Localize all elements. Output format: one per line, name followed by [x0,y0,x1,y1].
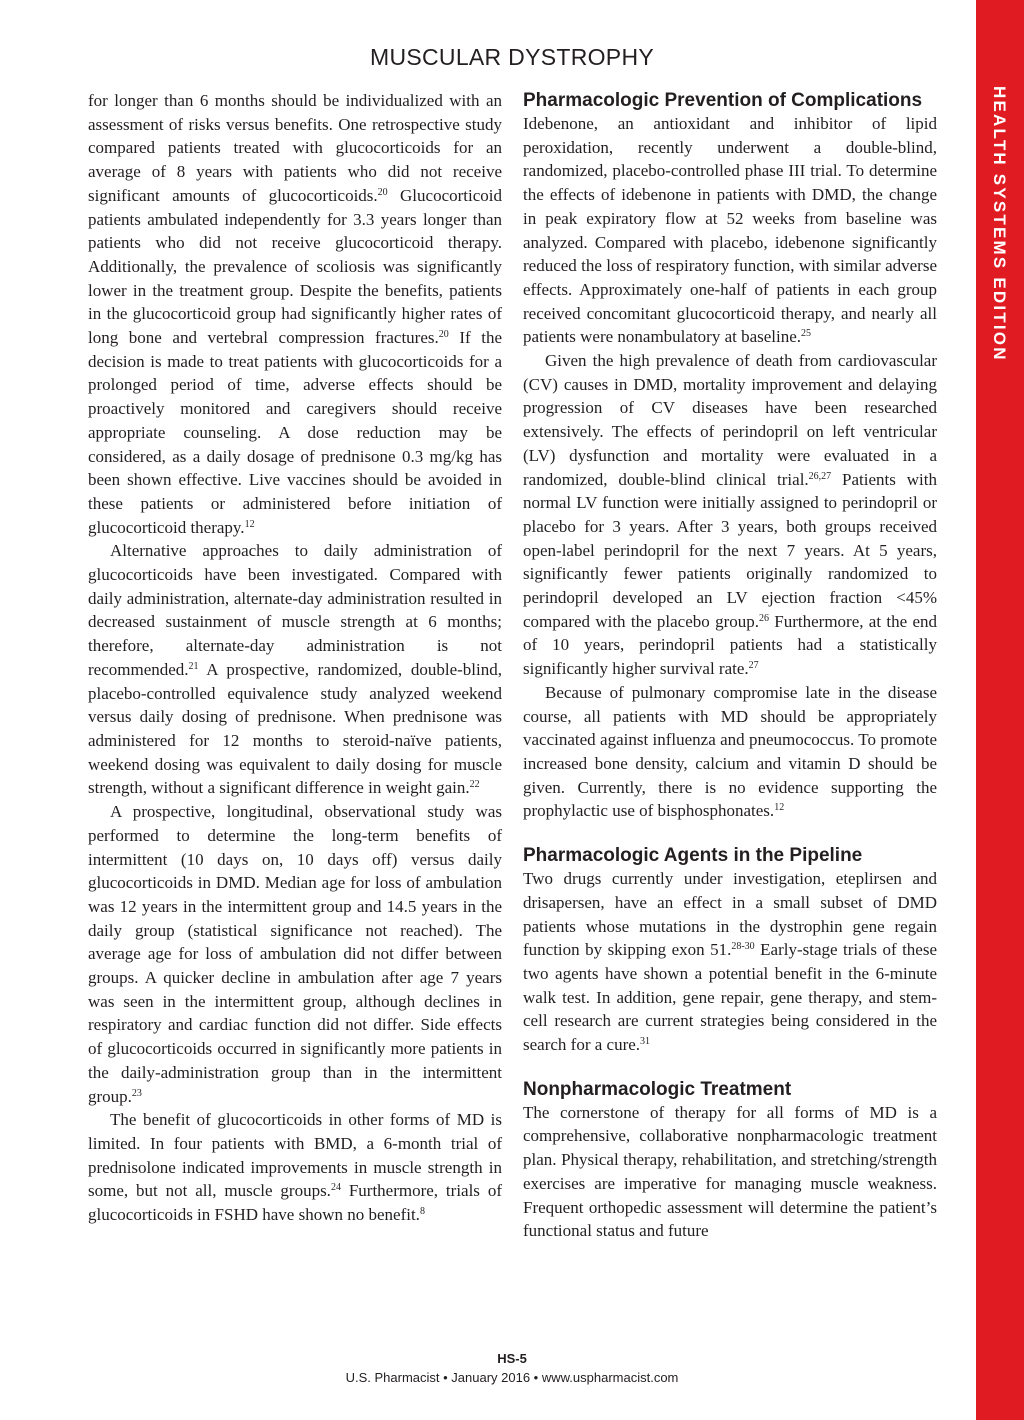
body-paragraph: for longer than 6 months should be individualized with an assessment of risks versus benefits. One retrospective study compared patients treated with glucocorticoids for an average of 8 years with patients who did not receive significant amounts of glucocorticoids.$^{20}$ Glucocorticoid patients ambulated independently for 3.3 years longer than patients who did not receive glucocorticoid therapy. Additionally, the prevalence of scoliosis was significantly lower in the treatment group. Despite the benefits, patients in the glucocorticoid group had significantly higher rates of long bone and vertebral compression fractures.$^{20}$ If the decision is made to treat patients with glucocorticoids for a prolonged period of time, adverse effects should be proactively monitored and caregivers should receive appropriate counseling. A dose reduction may be considered, as a daily dosage of prednisone 0.3 mg/kg has been shown effective. Live vaccines should be avoided in these patients or administered before initiation of glucocorticoid therapy.$^{12}$ [88,91,502,537]
right-column [523,89,937,1243]
reference-marker: 24 [330,1182,341,1194]
body-paragraph: Idebenone, an antioxidant and inhibitor of lipid peroxidation, recently underwent a double-blind, randomized, placebo-controlled phase III trial. To determine the effects of idebenone in patients with DMD, the change in peak expiratory flow at 52 weeks from baseline was analyzed. Compared with placebo, idebenone significantly reduced the loss of respiratory function, with similar adverse effects. Approximately one-half of patients in each group received concomitant glucocorticoid therapy, and nearly all patients were nonambulatory at baseline.$^{25}$ [523,114,937,347]
reference-marker: 23 [131,1087,142,1099]
reference-marker: 25 [801,328,812,340]
reference-marker: 22 [469,779,480,791]
body-paragraph: Alternative approaches to daily administration of glucocorticoids have been investigated. Compared with daily administration, alternate-day administration resulted in decreased sustainment of muscle strength at 6 months; therefore, alternate-day administration is not recommended.$^{21}$ A prospective, randomized, double-blind, placebo-controlled equivalence study analyzed weekend versus daily dosing of prednisone. When prednisone was administered for 12 months to steroid-naïve patients, weekend dosing was equivalent to daily dosing for muscle strength, without a significant difference in weight gain.$^{22}$ [88,541,502,798]
reference-marker: 12 [244,518,255,530]
reference-marker: 8 [419,1206,425,1218]
reference-marker: 27 [748,660,759,672]
body-paragraph: Because of pulmonary compromise late in the disease course, all patients with MD should be appropriately vaccinated against influenza and pneumococcus. To promote increased bone density, calcium and vitamin D should be given. Currently, there is no evidence supporting the prophylactic use of bisphosphonates.$^{12}$ [523,682,937,821]
reference-marker: 28-30 [731,941,755,953]
reference-marker: 12 [774,802,785,814]
reference-marker: 20 [438,329,449,341]
section-heading: Pharmacologic Agents in the Pipeline [523,845,863,867]
side-band [976,0,1024,1420]
reference-marker: 26 [758,612,769,624]
section-heading: Nonpharmacologic Treatment [523,1078,792,1100]
body-paragraph: The cornerstone of therapy for all forms of MD is a comprehensive, collaborative nonpharmacologic treatment plan. Physical therapy, rehabilitation, and stretching/strength exercises are imperative for managing muscle weakness. Frequent orthopedic assessment will determine the patient’s functional status and future [523,1102,937,1241]
reference-marker: 20 [377,186,388,198]
left-column [88,89,502,1227]
body-paragraph: A prospective, longitudinal, observational study was performed to determine the long-term benefits of intermittent (10 days on, 10 days off) versus daily glucocorticoids in DMD. Median age for loss of ambulation was 12 years in the intermittent group and 14.5 years in the daily group (statistical significance not reached). The average age for loss of ambulation did not differ between groups. A quicker decline in ambulation after age 7 years was seen in the intermittent group, although declines in respiratory and cardiac function did not differ. Side effects of glucocorticoids occurred in significantly more patients in the daily-administration group than in the intermittent group.$^{23}$ [88,802,502,1106]
page-number: HS-5 [497,1351,527,1366]
reference-marker: 26,27 [808,470,832,482]
body-paragraph: Given the high prevalence of death from cardiovascular (CV) causes in DMD, mortality improvement and delaying progression of CV diseases have been researched extensively. The effects of perindopril on left ventricular (LV) dysfunction and mortality were evaluated in a randomized, double-blind clinical trial.$^{26,27}$ Patients with normal LV function were initially assigned to perindopril or placebo for 3 years. After 3 years, both groups received open-label perindopril for the next 7 years. At 5 years, significantly fewer patients originally randomized to perindopril developed an LV ejection fraction <45% compared with the placebo group.$^{26}$ Furthermore, at the end of 10 years, perindopril patients had a statistically significantly higher survival rate.$^{27}$ [523,351,937,679]
body-paragraph: Two drugs currently under investigation, eteplirsen and drisapersen, have an effect in a small subset of DMD patients whose mutations in the dystrophin gene regain function by skipping exon 51.$^{28-30}$ Early-stage trials of these two agents have shown a potential benefit in the 6-minute walk test. In addition, gene repair, gene therapy, and stem-cell research are current strategies being considered in the search for a cure.$^{31}$ [523,869,937,1055]
publication-footer: U.S. Pharmacist • January 2016 • www.uspharmacist.com [345,1370,679,1385]
reference-marker: 21 [188,660,199,672]
edition-label: HEALTH SYSTEMS EDITION [990,86,1009,362]
reference-marker: 31 [640,1036,651,1048]
section-heading: Pharmacologic Prevention of Complications [523,90,923,111]
body-paragraph: The benefit of glucocorticoids in other forms of MD is limited. In four patients with BMD, a 6-month trial of prednisolone indicated improvements in muscle strength in some, but not all, muscle groups.$^{24}$ Furthermore, trials of glucocorticoids in FSHD have shown no benefit.$^8$ [88,1110,502,1225]
running-head: MUSCULAR DYSTROPHY [370,44,654,70]
